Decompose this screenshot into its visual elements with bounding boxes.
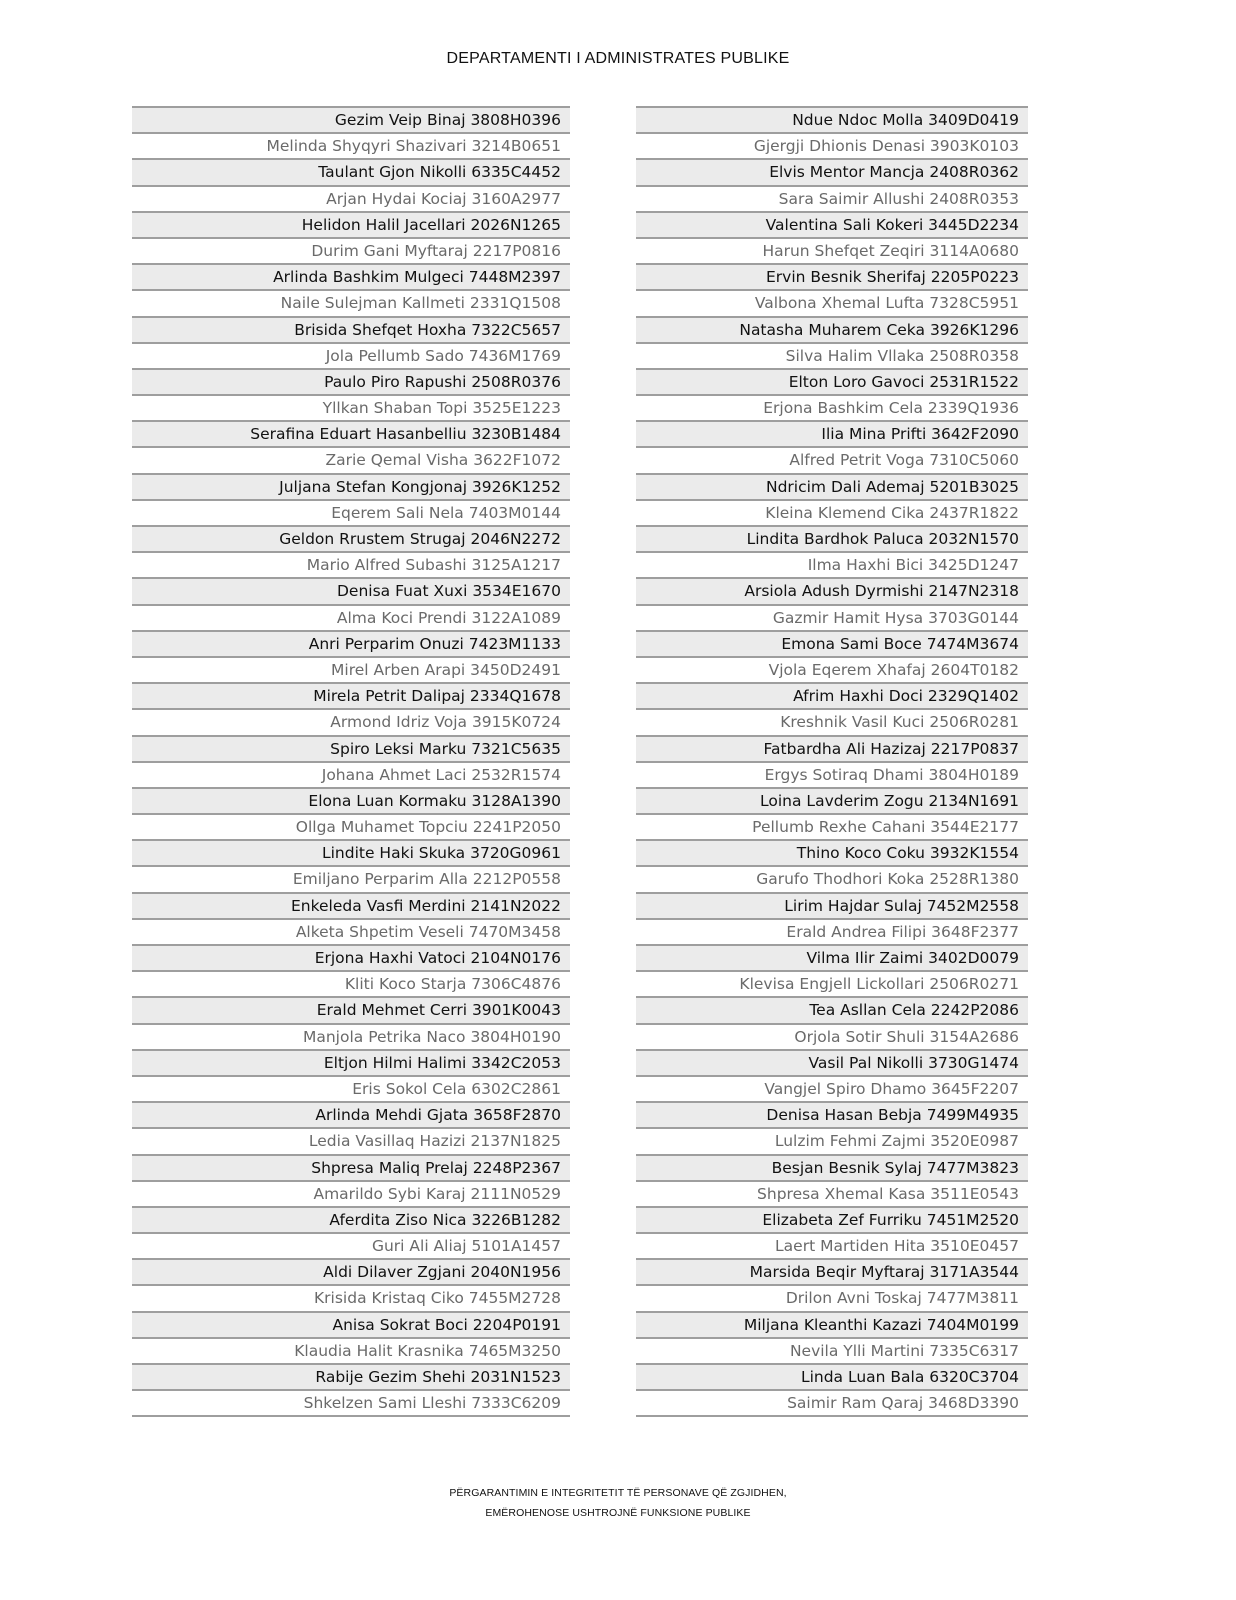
name-row: Tea Asllan Cela 2242P2086 (636, 996, 1028, 1022)
page-footer (0, 1483, 1236, 1523)
footer-line-2: EMËROHENOSE USHTROJNË FUNKSIONE PUBLIKE (485, 1507, 751, 1519)
name-row: Gazmir Hamit Hysa 3703G0144 (636, 604, 1028, 630)
left-name-column (132, 106, 570, 1417)
name-row: Erjona Haxhi Vatoci 2104N0176 (132, 944, 570, 970)
name-row: Serafina Eduart Hasanbelliu 3230B1484 (132, 420, 570, 446)
name-row: Arlinda Mehdi Gjata 3658F2870 (132, 1101, 570, 1127)
name-row: Pellumb Rexhe Cahani 3544E2177 (636, 813, 1028, 839)
name-row: Lindita Bardhok Paluca 2032N1570 (636, 525, 1028, 551)
name-row: Erald Mehmet Cerri 3901K0043 (132, 996, 570, 1022)
page-title: DEPARTAMENTI I ADMINISTRATES PUBLIKE (446, 50, 790, 67)
name-row: Mirela Petrit Dalipaj 2334Q1678 (132, 682, 570, 708)
name-row: Arsiola Adush Dyrmishi 2147N2318 (636, 577, 1028, 603)
name-row: Arjan Hydai Kociaj 3160A2977 (132, 185, 570, 211)
name-row: Valentina Sali Kokeri 3445D2234 (636, 211, 1028, 237)
name-row: Ndue Ndoc Molla 3409D0419 (636, 106, 1028, 132)
name-row: Alfred Petrit Voga 7310C5060 (636, 446, 1028, 472)
column-bottom-rule (132, 1415, 570, 1417)
name-row: Aldi Dilaver Zgjani 2040N1956 (132, 1258, 570, 1284)
name-row: Denisa Hasan Bebja 7499M4935 (636, 1101, 1028, 1127)
name-row: Garufo Thodhori Koka 2528R1380 (636, 865, 1028, 891)
name-row: Geldon Rrustem Strugaj 2046N2272 (132, 525, 570, 551)
name-row: Sara Saimir Allushi 2408R0353 (636, 185, 1028, 211)
column-bottom-rule (636, 1415, 1028, 1417)
name-row: Ilia Mina Prifti 3642F2090 (636, 420, 1028, 446)
name-row: Linda Luan Bala 6320C3704 (636, 1363, 1028, 1389)
name-row: Klaudia Halit Krasnika 7465M3250 (132, 1337, 570, 1363)
name-row: Lindite Haki Skuka 3720G0961 (132, 839, 570, 865)
name-row: Anri Perparim Onuzi 7423M1133 (132, 630, 570, 656)
name-row: Saimir Ram Qaraj 3468D3390 (636, 1389, 1028, 1415)
name-row: Natasha Muharem Ceka 3926K1296 (636, 316, 1028, 342)
name-row: Shpresa Xhemal Kasa 3511E0543 (636, 1180, 1028, 1206)
name-row: Afrim Haxhi Doci 2329Q1402 (636, 682, 1028, 708)
name-row: Ervin Besnik Sherifaj 2205P0223 (636, 263, 1028, 289)
name-row: Durim Gani Myftaraj 2217P0816 (132, 237, 570, 263)
name-row: Zarie Qemal Visha 3622F1072 (132, 446, 570, 472)
name-row: Thino Koco Coku 3932K1554 (636, 839, 1028, 865)
name-row: Gezim Veip Binaj 3808H0396 (132, 106, 570, 132)
name-row: Spiro Leksi Marku 7321C5635 (132, 735, 570, 761)
name-row: Elizabeta Zef Furriku 7451M2520 (636, 1206, 1028, 1232)
name-row: Amarildo Sybi Karaj 2111N0529 (132, 1180, 570, 1206)
name-row: Shkelzen Sami Lleshi 7333C6209 (132, 1389, 570, 1415)
name-row: Arlinda Bashkim Mulgeci 7448M2397 (132, 263, 570, 289)
name-row: Yllkan Shaban Topi 3525E1223 (132, 394, 570, 420)
name-row: Enkeleda Vasfi Merdini 2141N2022 (132, 892, 570, 918)
name-row: Lirim Hajdar Sulaj 7452M2558 (636, 892, 1028, 918)
name-row: Kreshnik Vasil Kuci 2506R0281 (636, 708, 1028, 734)
name-row: Nevila Ylli Martini 7335C6317 (636, 1337, 1028, 1363)
name-row: Klevisa Engjell Lickollari 2506R0271 (636, 970, 1028, 996)
name-row: Vilma Ilir Zaimi 3402D0079 (636, 944, 1028, 970)
name-row: Guri Ali Aliaj 5101A1457 (132, 1232, 570, 1258)
name-row: Valbona Xhemal Lufta 7328C5951 (636, 289, 1028, 315)
name-row: Helidon Halil Jacellari 2026N1265 (132, 211, 570, 237)
right-name-column (636, 106, 1028, 1417)
name-row: Mario Alfred Subashi 3125A1217 (132, 551, 570, 577)
name-row: Juljana Stefan Kongjonaj 3926K1252 (132, 473, 570, 499)
name-row: Paulo Piro Rapushi 2508R0376 (132, 368, 570, 394)
name-row: Armond Idriz Voja 3915K0724 (132, 708, 570, 734)
name-row: Aferdita Ziso Nica 3226B1282 (132, 1206, 570, 1232)
name-row: Taulant Gjon Nikolli 6335C4452 (132, 158, 570, 184)
name-row: Anisa Sokrat Boci 2204P0191 (132, 1311, 570, 1337)
name-row: Vasil Pal Nikolli 3730G1474 (636, 1049, 1028, 1075)
name-row: Ndricim Dali Ademaj 5201B3025 (636, 473, 1028, 499)
name-row: Marsida Beqir Myftaraj 3171A3544 (636, 1258, 1028, 1284)
name-row: Eqerem Sali Nela 7403M0144 (132, 499, 570, 525)
name-row: Naile Sulejman Kallmeti 2331Q1508 (132, 289, 570, 315)
name-row: Alketa Shpetim Veseli 7470M3458 (132, 918, 570, 944)
name-row: Erald Andrea Filipi 3648F2377 (636, 918, 1028, 944)
name-row: Vangjel Spiro Dhamo 3645F2207 (636, 1075, 1028, 1101)
name-row: Orjola Sotir Shuli 3154A2686 (636, 1023, 1028, 1049)
name-row: Elton Loro Gavoci 2531R1522 (636, 368, 1028, 394)
name-row: Krisida Kristaq Ciko 7455M2728 (132, 1284, 570, 1310)
name-row: Manjola Petrika Naco 3804H0190 (132, 1023, 570, 1049)
footer-line-1: PËRGARANTIMIN E INTEGRITETIT TË PERSONAVE QË ZGJIDHEN, (449, 1487, 787, 1499)
name-row: Elvis Mentor Mancja 2408R0362 (636, 158, 1028, 184)
name-row: Elona Luan Kormaku 3128A1390 (132, 787, 570, 813)
name-row: Harun Shefqet Zeqiri 3114A0680 (636, 237, 1028, 263)
name-row: Gjergji Dhionis Denasi 3903K0103 (636, 132, 1028, 158)
name-row: Emona Sami Boce 7474M3674 (636, 630, 1028, 656)
name-row: Lulzim Fehmi Zajmi 3520E0987 (636, 1127, 1028, 1153)
name-row: Silva Halim Vllaka 2508R0358 (636, 342, 1028, 368)
name-row: Ilma Haxhi Bici 3425D1247 (636, 551, 1028, 577)
name-row: Erjona Bashkim Cela 2339Q1936 (636, 394, 1028, 420)
name-row: Kleina Klemend Cika 2437R1822 (636, 499, 1028, 525)
name-row: Jola Pellumb Sado 7436M1769 (132, 342, 570, 368)
name-row: Alma Koci Prendi 3122A1089 (132, 604, 570, 630)
name-row: Miljana Kleanthi Kazazi 7404M0199 (636, 1311, 1028, 1337)
name-row: Brisida Shefqet Hoxha 7322C5657 (132, 316, 570, 342)
name-row: Eris Sokol Cela 6302C2861 (132, 1075, 570, 1101)
name-row: Besjan Besnik Sylaj 7477M3823 (636, 1154, 1028, 1180)
name-row: Loina Lavderim Zogu 2134N1691 (636, 787, 1028, 813)
name-row: Vjola Eqerem Xhafaj 2604T0182 (636, 656, 1028, 682)
name-row: Mirel Arben Arapi 3450D2491 (132, 656, 570, 682)
name-row: Fatbardha Ali Hazizaj 2217P0837 (636, 735, 1028, 761)
name-row: Shpresa Maliq Prelaj 2248P2367 (132, 1154, 570, 1180)
name-row: Eltjon Hilmi Halimi 3342C2053 (132, 1049, 570, 1075)
name-row: Drilon Avni Toskaj 7477M3811 (636, 1284, 1028, 1310)
name-row: Ledia Vasillaq Hazizi 2137N1825 (132, 1127, 570, 1153)
name-row: Rabije Gezim Shehi 2031N1523 (132, 1363, 570, 1389)
name-row: Laert Martiden Hita 3510E0457 (636, 1232, 1028, 1258)
name-row: Kliti Koco Starja 7306C4876 (132, 970, 570, 996)
name-row: Johana Ahmet Laci 2532R1574 (132, 761, 570, 787)
name-row: Denisa Fuat Xuxi 3534E1670 (132, 577, 570, 603)
name-row: Ollga Muhamet Topciu 2241P2050 (132, 813, 570, 839)
name-row: Melinda Shyqyri Shazivari 3214B0651 (132, 132, 570, 158)
name-row: Emiljano Perparim Alla 2212P0558 (132, 865, 570, 891)
name-row: Ergys Sotiraq Dhami 3804H0189 (636, 761, 1028, 787)
